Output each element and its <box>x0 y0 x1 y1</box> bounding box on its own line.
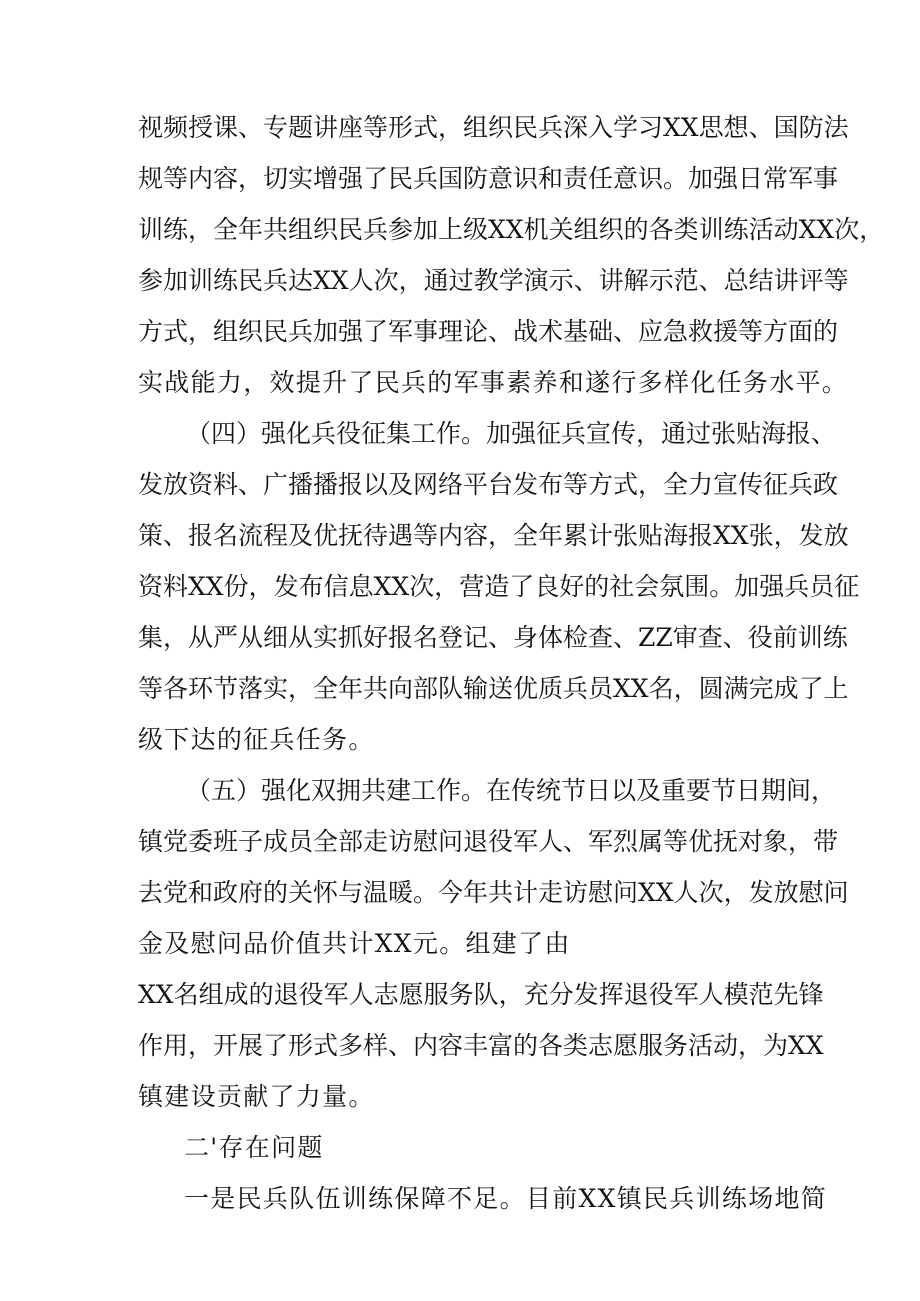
text-line: 发放资料、广播播报以及网络平台发布等方式，全力宣传征兵政 <box>138 470 839 499</box>
text-line: 参加训练民兵达XX人次，通过教学演示、讲解示范、总结讲评等 <box>138 266 849 295</box>
text-line: XX名组成的退役军人志愿服务队，充分发挥退役军人模范先锋 <box>138 980 824 1009</box>
text-line: 方式，组织民兵加强了军事理论、战术基础、应急救援等方面的 <box>138 317 839 346</box>
text-line: 资料XX份，发布信息XX次，营造了良好的社会氛围。加强兵员征 <box>138 572 860 601</box>
section-four-heading-line: （四）强化兵役征集工作。加强征兵宣传，通过张贴海报、 <box>186 419 837 448</box>
text-line: 镇党委班子成员全部走访慰问退役军人、军烈属等优抚对象，带 <box>138 827 839 856</box>
text-line: 级下达的征兵任务。 <box>138 725 375 754</box>
text-line: 规等内容，切实增强了民兵国防意识和责任意识。加强日常军事 <box>138 164 839 193</box>
text-line: 镇建设贡献了力量。 <box>138 1082 375 1111</box>
section-five-heading-line: （五）强化双拥共建工作。在传统节日以及重要节日期间， <box>186 776 837 805</box>
text-line: 训练，全年共组织民兵参加上级XX机关组织的各类训练活动XX次， <box>138 215 885 244</box>
text-line: 视频授课、专题讲座等形式，组织民兵深入学习XX思想、国防法 <box>138 113 849 142</box>
text-line: 作用，开展了形式多样、内容丰富的各类志愿服务活动，为XX <box>138 1031 824 1060</box>
section-two-heading: 二'存在问题 <box>184 1133 324 1162</box>
text-line: 集，从严从细从实抓好报名登记、身体检查、ZZ审查、役前训练 <box>138 623 848 652</box>
text-line: 策、报名流程及优抚待遇等内容，全年累计张贴海报XX张，发放 <box>138 521 849 550</box>
text-line: 等各环节落实，全年共向部队输送优质兵员XX名，圆满完成了上 <box>138 674 849 703</box>
text-line: 去党和政府的关怀与温暖。今年共计走访慰问XX人次，发放慰问 <box>138 878 849 907</box>
text-line: 金及慰问品价值共计XX元。组建了由 <box>138 929 571 958</box>
text-line: 一是民兵队伍训练保障不足。目前XX镇民兵训练场地简 <box>184 1184 828 1213</box>
text-line: 实战能力，效提升了民兵的军事素养和遂行多样化任务水平。 <box>138 368 849 397</box>
